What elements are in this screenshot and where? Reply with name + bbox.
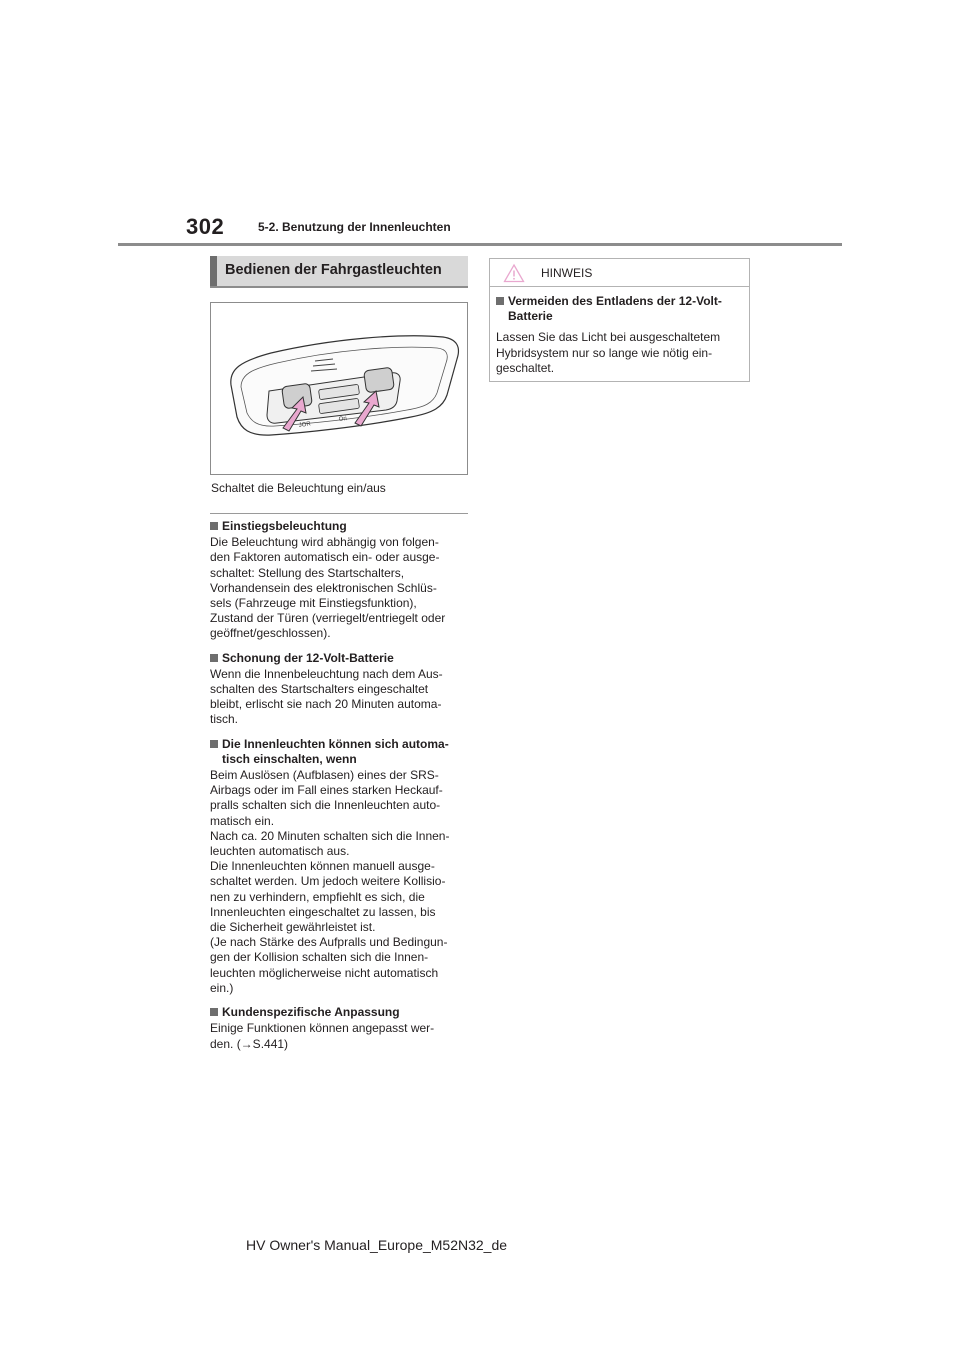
- info-title: Schonung der 12-Volt-Batterie: [210, 651, 470, 666]
- info-block-auto-on: [210, 737, 470, 996]
- info-title: Die Innenleuchten können sich automa- tisch einschalten, wenn: [210, 737, 470, 767]
- heading-text: Bedienen der Fahrgastleuchten: [225, 262, 442, 278]
- info-body: Die Beleuchtung wird abhängig von folgen- den Faktoren automatisch ein- oder ausge- schaltet: Stellung des Startschalters, Vorhandensein des elektronischen Schlüs- sels (Fahrzeuge mit Einstiegsfunktion), Zustand der Türen (verriegelt/entriegelt oder geöffnet/geschlossen).: [210, 535, 446, 641]
- header-rule: [118, 243, 842, 246]
- info-body: Einige Funktionen können angepasst wer- den. (→S.441): [210, 1021, 435, 1051]
- footer-text: HV Owner's Manual_Europe_M52N32_de: [246, 1237, 508, 1253]
- info-block-customization: [210, 1005, 470, 1052]
- divider: [210, 513, 468, 514]
- section-heading: [210, 256, 468, 288]
- notice-subtitle: Vermeiden des Entladens der 12-Volt- Batterie: [496, 294, 746, 324]
- left-button-label: JOR: [298, 421, 312, 429]
- info-block-entry-lighting: [210, 519, 470, 642]
- notice-header: [490, 259, 749, 287]
- notice-title: HINWEIS: [541, 266, 593, 280]
- info-title: Kundenspezifische Anpassung: [210, 1005, 470, 1020]
- warning-triangle-icon: [503, 263, 525, 283]
- console-drawing: [211, 303, 467, 474]
- info-column: [210, 519, 470, 1061]
- right-lamp-button: [364, 367, 395, 393]
- notice-text: Lassen Sie das Licht bei ausgeschaltetem Hybridsystem nur so lange wie nötig ein- geschaltet.: [496, 330, 721, 375]
- notice-box: [489, 258, 750, 382]
- page-number: 302: [186, 214, 225, 239]
- info-body: Beim Auslösen (Aufblasen) eines der SRS- Airbags oder im Fall eines starken Heckauf- pralls schalten sich die Innenleuchten auto- matisch ein. Nach ca. 20 Minuten schalten sich die Innen- leuchten automatisch aus. Die Innenleuchten können manuell ausge- schaltet werden. Um jedoch weitere Kollisio- nen zu verhindern, empfiehlt es sich, die Innenleuchten eingeschaltet zu lassen, bis die Sicherheit gewährleistet ist. (Je nach Stärke des Aufpralls und Bedingun- gen der Kollision schalten sich die Innen- leuchten möglicherweise nicht automatisch ein.): [210, 768, 450, 995]
- overhead-console-illustration: [210, 302, 468, 475]
- heading-accent-bar: [210, 256, 217, 286]
- section-title: 5-2. Benutzung der Innenleuchten: [258, 220, 451, 234]
- notice-content: [496, 294, 746, 376]
- info-block-battery-saver: [210, 651, 470, 728]
- info-body: Wenn die Innenbeleuchtung nach dem Aus- schalten des Startschalters eingeschaltet bleibt, erlischt sie nach 20 Minuten automa- tisch.: [210, 666, 443, 727]
- right-button-label: Ori: [338, 415, 348, 423]
- info-title: Einstiegsbeleuchtung: [210, 519, 470, 534]
- figure-caption: Schaltet die Beleuchtung ein/aus: [211, 481, 386, 495]
